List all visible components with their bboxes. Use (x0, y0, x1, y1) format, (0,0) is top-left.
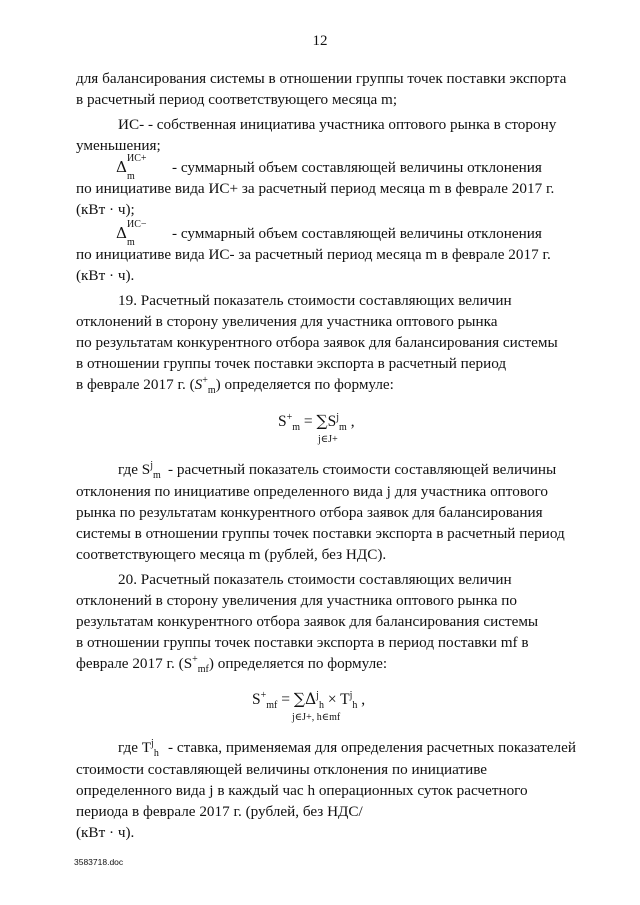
text-line: (кВт · ч). (76, 824, 135, 841)
text-line: отклонений в сторону увеличения для участника оптового рынка (76, 313, 498, 330)
text-line: где $S^j_m$ (118, 459, 161, 482)
text-line: в отношении группы точек поставки экспорта в расчетный период (76, 355, 507, 372)
text-line: по результатам конкурентного отбора заявок для балансирования системы (76, 334, 558, 351)
page-number: 12 (312, 33, 328, 49)
formula-2-subscript: j∈J+, h∈mf (292, 712, 341, 723)
delta-minus-symbol: Δ ИС− m (116, 219, 147, 248)
formula-1-subscript: j∈J+ (318, 434, 338, 445)
text-line: для балансирования системы в отношении группы точек поставки экспорта (76, 70, 567, 87)
text-line: системы в отношении группы точек поставки экспорта в расчетный период (76, 525, 565, 542)
text-line: рынка по результатам конкурентного отбора заявок для балансирования (76, 504, 543, 521)
text-line: - ставка, применяемая для определения расчетных показателей (168, 739, 576, 756)
text-line: (кВт · ч). (76, 267, 135, 284)
text-line: в феврале 2017 г. $(S^+_m)$ определяется по формуле: (76, 374, 394, 397)
text-line: где $T^j_h$ (118, 737, 159, 760)
formula-1: $S^+_m = \sum S^j_m$ , (278, 411, 355, 434)
text-line: 20. Расчетный показатель стоимости составляющих величин (118, 571, 512, 588)
text-line: в расчетный период соответствующего месяца m; (76, 91, 398, 108)
text-line: уменьшения; (76, 137, 161, 154)
formula-2: $S^+_{mf} = \sum\Delta^j_h \times T^j_h$ , (252, 689, 366, 712)
text-line: - суммарный объем составляющей величины отклонения (172, 225, 542, 242)
text-line: по инициативе вида ИС+ за расчетный период месяца m в феврале 2017 г. (76, 180, 555, 197)
text-line: ИС- - собственная инициатива участника оптового рынка в сторону (118, 116, 557, 133)
text-line: результатам конкурентного отбора заявок для балансирования системы (76, 613, 539, 630)
delta-plus-symbol: Δ ИС+ m (116, 153, 147, 182)
footer-filename: 3583718.doc (74, 857, 124, 867)
text-line: соответствующего месяца m (рублей, без НДС). (76, 546, 387, 563)
text-line: 19. Расчетный показатель стоимости составляющих величин (118, 292, 512, 309)
text-line: - расчетный показатель стоимости составляющей величины (168, 461, 557, 478)
text-line: - суммарный объем составляющей величины отклонения (172, 159, 542, 176)
text-line: отклонения по инициативе определенного вида j для участника оптового (76, 483, 548, 500)
text-line: стоимости составляющей величины отклонения по инициативе (76, 761, 488, 778)
text-line: периода в феврале 2017 г. (рублей, без НДС/ (76, 803, 363, 820)
text-line: феврале 2017 г. $(S^+_{mf})$ определяется по формуле: (76, 653, 388, 676)
text-line: отклонений в сторону увеличения для участника оптового рынка по (76, 592, 517, 609)
text-line: в отношении группы точек поставки экспорта в период поставки mf в (76, 634, 529, 651)
text-line: (кВт · ч); (76, 201, 135, 218)
text-line: по инициативе вида ИС- за расчетный период месяца m в феврале 2017 г. (76, 246, 551, 263)
text-line: определенного вида j в каждый час h операционных суток расчетного (76, 782, 528, 799)
